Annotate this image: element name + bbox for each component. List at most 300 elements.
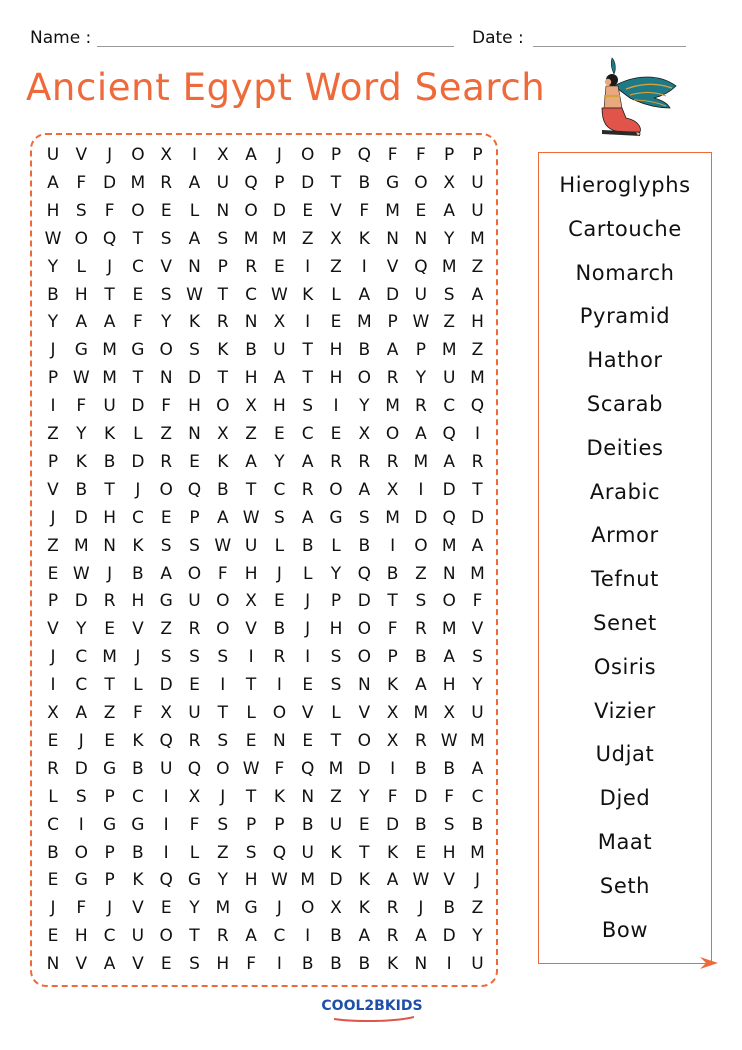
grid-letter[interactable]: Y (472, 675, 483, 696)
grid-letter[interactable]: A (188, 172, 201, 193)
grid-letter[interactable]: R (414, 396, 427, 417)
grid-letter[interactable]: U (301, 842, 314, 863)
grid-letter[interactable]: P (47, 451, 59, 472)
grid-letter[interactable]: U (159, 758, 173, 779)
grid-letter[interactable]: Z (160, 424, 173, 444)
grid-letter[interactable]: M (328, 758, 344, 779)
grid-letter[interactable]: X (443, 703, 456, 723)
grid-letter[interactable]: S (217, 228, 229, 249)
grid-letter[interactable]: T (217, 368, 228, 389)
grid-letter[interactable]: V (75, 145, 88, 165)
grid-letter[interactable]: P (387, 647, 398, 668)
grid-letter[interactable]: O (272, 703, 287, 723)
grid-letter[interactable]: X (188, 786, 201, 807)
grid-letter[interactable]: R (216, 926, 229, 947)
grid-letter[interactable]: H (216, 954, 230, 975)
grid-letter[interactable]: O (159, 926, 173, 947)
grid-letter[interactable]: R (301, 479, 314, 500)
grid-letter[interactable]: I (305, 926, 311, 947)
grid-letter[interactable]: A (75, 703, 88, 723)
grid-letter[interactable]: M (102, 340, 117, 361)
grid-letter[interactable]: Y (443, 228, 455, 249)
grid-letter[interactable]: E (47, 563, 59, 584)
grid-letter[interactable]: S (189, 535, 200, 556)
grid-letter[interactable]: F (76, 172, 87, 193)
grid-letter[interactable]: E (302, 200, 314, 221)
grid-letter[interactable]: I (333, 396, 339, 417)
grid-letter[interactable]: T (189, 926, 200, 947)
grid-letter[interactable]: D (131, 451, 145, 472)
grid-letter[interactable]: B (443, 898, 456, 919)
grid-letter[interactable]: K (387, 842, 399, 863)
grid-letter[interactable]: S (217, 730, 229, 751)
grid-letter[interactable]: Q (442, 424, 456, 444)
grid-letter[interactable]: S (160, 647, 172, 668)
grid-letter[interactable]: R (273, 647, 286, 668)
grid-letter[interactable]: R (188, 730, 201, 751)
grid-letter[interactable]: Q (470, 396, 485, 417)
grid-letter[interactable]: E (245, 730, 257, 751)
grid-letter[interactable]: W (440, 730, 458, 751)
grid-letter[interactable]: J (50, 647, 56, 668)
grid-letter[interactable]: I (163, 814, 169, 835)
grid-letter[interactable]: V (330, 200, 342, 221)
grid-letter[interactable]: Y (47, 256, 59, 277)
grid-letter[interactable]: B (273, 619, 286, 640)
grid-letter[interactable]: D (357, 591, 371, 612)
date-field-line[interactable] (533, 46, 686, 47)
grid-letter[interactable]: B (245, 340, 257, 361)
grid-letter[interactable]: J (474, 870, 480, 891)
grid-letter[interactable]: O (159, 479, 173, 500)
grid-letter[interactable]: Z (330, 786, 342, 807)
grid-letter[interactable]: M (470, 563, 485, 584)
grid-letter[interactable]: G (131, 340, 145, 361)
grid-letter[interactable]: M (470, 228, 485, 249)
grid-letter[interactable]: R (386, 451, 399, 472)
grid-letter[interactable]: B (47, 842, 59, 863)
grid-letter[interactable]: J (78, 730, 84, 751)
grid-letter[interactable]: H (272, 396, 286, 417)
grid-letter[interactable]: M (470, 730, 485, 751)
grid-letter[interactable]: J (305, 591, 311, 612)
grid-letter[interactable]: Z (471, 256, 484, 277)
grid-letter[interactable]: X (160, 145, 173, 165)
grid-letter[interactable]: S (415, 591, 427, 612)
grid-letter[interactable]: M (130, 172, 146, 193)
grid-letter[interactable]: P (104, 786, 115, 807)
grid-letter[interactable]: B (301, 535, 314, 556)
grid-letter[interactable]: C (75, 647, 88, 668)
grid-letter[interactable]: H (188, 396, 201, 417)
grid-letter[interactable]: N (103, 535, 116, 556)
grid-letter[interactable]: G (103, 814, 117, 835)
grid-letter[interactable]: O (74, 228, 88, 249)
grid-letter[interactable]: R (160, 172, 173, 193)
grid-letter[interactable]: X (245, 396, 257, 417)
grid-letter[interactable]: F (217, 563, 228, 584)
grid-letter[interactable]: W (242, 758, 260, 779)
grid-letter[interactable]: L (246, 703, 256, 723)
grid-letter[interactable]: U (216, 172, 230, 193)
grid-letter[interactable]: M (413, 703, 429, 723)
grid-letter[interactable]: O (300, 898, 315, 919)
grid-letter[interactable]: E (47, 870, 59, 891)
grid-letter[interactable]: T (217, 703, 228, 723)
grid-letter[interactable]: I (276, 954, 282, 975)
grid-letter[interactable]: H (244, 870, 258, 891)
grid-letter[interactable]: E (330, 312, 342, 333)
grid-letter[interactable]: A (471, 284, 484, 305)
grid-letter[interactable]: N (414, 228, 428, 249)
grid-letter[interactable]: K (75, 451, 87, 472)
grid-letter[interactable]: P (330, 591, 342, 612)
grid-letter[interactable]: X (273, 312, 286, 333)
grid-letter[interactable]: J (135, 479, 141, 500)
grid-letter[interactable]: I (78, 814, 84, 835)
grid-letter[interactable]: I (474, 424, 480, 444)
grid-letter[interactable]: R (216, 312, 229, 333)
grid-letter[interactable]: U (329, 814, 343, 835)
grid-letter[interactable]: Y (359, 786, 370, 807)
grid-letter[interactable]: C (443, 396, 456, 417)
grid-letter[interactable]: A (443, 451, 455, 472)
grid-letter[interactable]: L (331, 284, 341, 305)
grid-letter[interactable]: P (104, 870, 115, 891)
grid-letter[interactable]: O (329, 479, 343, 500)
grid-letter[interactable]: K (358, 870, 370, 891)
grid-letter[interactable]: A (471, 535, 484, 556)
grid-letter[interactable]: F (133, 312, 143, 333)
grid-letter[interactable]: N (301, 786, 315, 807)
grid-letter[interactable]: Z (216, 842, 229, 863)
grid-letter[interactable]: B (386, 563, 399, 584)
grid-letter[interactable]: Q (159, 730, 173, 751)
grid-letter[interactable]: S (330, 675, 342, 696)
grid-letter[interactable]: O (244, 200, 258, 221)
grid-letter[interactable]: L (133, 675, 143, 696)
grid-letter[interactable]: M (356, 312, 372, 333)
grid-letter[interactable]: O (385, 424, 400, 444)
grid-letter[interactable]: A (415, 926, 427, 947)
grid-letter[interactable]: E (358, 814, 370, 835)
grid-letter[interactable]: F (76, 898, 87, 919)
grid-letter[interactable]: S (160, 535, 172, 556)
grid-letter[interactable]: B (75, 479, 88, 500)
grid-letter[interactable]: U (471, 200, 484, 221)
grid-letter[interactable]: T (104, 284, 115, 305)
grid-letter[interactable]: M (272, 228, 287, 249)
grid-letter[interactable]: I (446, 954, 452, 975)
grid-letter[interactable]: R (103, 591, 116, 612)
grid-letter[interactable]: V (75, 954, 88, 975)
grid-letter[interactable]: E (302, 675, 314, 696)
grid-letter[interactable]: I (361, 256, 367, 277)
grid-letter[interactable]: M (385, 507, 400, 528)
grid-letter[interactable]: X (330, 898, 342, 919)
grid-letter[interactable]: M (385, 396, 400, 417)
grid-letter[interactable]: A (103, 312, 116, 333)
grid-letter[interactable]: M (441, 256, 457, 277)
grid-letter[interactable]: S (273, 507, 285, 528)
grid-letter[interactable]: Z (443, 312, 456, 333)
grid-letter[interactable]: K (188, 312, 201, 333)
grid-letter[interactable]: K (302, 284, 314, 305)
grid-letter[interactable]: G (386, 172, 400, 193)
grid-letter[interactable]: L (189, 200, 200, 221)
grid-letter[interactable]: H (329, 619, 343, 640)
grid-letter[interactable]: T (104, 675, 115, 696)
grid-letter[interactable]: P (387, 312, 398, 333)
grid-letter[interactable]: B (132, 563, 144, 584)
grid-letter[interactable]: P (47, 591, 59, 612)
grid-letter[interactable]: J (276, 898, 282, 919)
grid-letter[interactable]: I (305, 312, 311, 333)
grid-letter[interactable]: H (329, 340, 343, 361)
grid-letter[interactable]: A (245, 451, 257, 472)
grid-letter[interactable]: F (387, 145, 398, 165)
grid-letter[interactable]: V (47, 479, 59, 500)
grid-letter[interactable]: Y (415, 368, 427, 389)
grid-letter[interactable]: H (244, 368, 258, 389)
grid-letter[interactable]: E (160, 200, 172, 221)
grid-letter[interactable]: A (103, 954, 116, 975)
grid-letter[interactable]: S (189, 954, 200, 975)
grid-letter[interactable]: D (159, 675, 173, 696)
grid-letter[interactable]: I (390, 758, 396, 779)
grid-letter[interactable]: L (331, 535, 341, 556)
grid-letter[interactable]: Y (189, 898, 200, 919)
grid-letter[interactable]: J (107, 256, 113, 277)
grid-letter[interactable]: T (245, 786, 257, 807)
grid-letter[interactable]: O (300, 145, 315, 165)
grid-letter[interactable]: C (131, 256, 144, 277)
grid-letter[interactable]: O (414, 172, 428, 193)
grid-letter[interactable]: J (107, 145, 113, 165)
grid-letter[interactable]: T (472, 479, 483, 500)
grid-letter[interactable]: A (47, 172, 59, 193)
grid-letter[interactable]: I (50, 675, 56, 696)
grid-letter[interactable]: E (104, 619, 115, 640)
grid-letter[interactable]: W (44, 228, 62, 249)
grid-letter[interactable]: W (270, 284, 288, 305)
grid-letter[interactable]: A (443, 200, 455, 221)
grid-letter[interactable]: G (187, 870, 202, 891)
grid-letter[interactable]: M (413, 451, 429, 472)
grid-letter[interactable]: B (132, 758, 144, 779)
grid-letter[interactable]: V (301, 703, 314, 723)
grid-letter[interactable]: K (217, 451, 229, 472)
grid-letter[interactable]: C (301, 424, 314, 444)
grid-letter[interactable]: R (188, 619, 201, 640)
grid-letter[interactable]: M (470, 842, 485, 863)
grid-letter[interactable]: J (305, 619, 311, 640)
grid-letter[interactable]: R (386, 898, 399, 919)
grid-letter[interactable]: K (358, 228, 370, 249)
grid-letter[interactable]: O (159, 340, 173, 361)
grid-letter[interactable]: Z (301, 228, 314, 249)
grid-letter[interactable]: X (245, 591, 257, 612)
grid-letter[interactable]: O (187, 563, 202, 584)
grid-letter[interactable]: O (357, 647, 371, 668)
grid-letter[interactable]: O (131, 200, 145, 221)
grid-letter[interactable]: W (186, 284, 203, 305)
grid-letter[interactable]: T (132, 228, 144, 249)
grid-letter[interactable]: Q (300, 758, 315, 779)
grid-letter[interactable]: X (386, 703, 399, 723)
grid-letter[interactable]: N (46, 954, 60, 975)
grid-letter[interactable]: M (385, 200, 400, 221)
grid-letter[interactable]: X (216, 424, 229, 444)
grid-letter[interactable]: K (273, 786, 285, 807)
grid-letter[interactable]: D (187, 368, 202, 389)
grid-letter[interactable]: R (245, 256, 257, 277)
grid-letter[interactable]: V (386, 256, 399, 277)
grid-letter[interactable]: E (274, 591, 285, 612)
grid-letter[interactable]: N (216, 200, 230, 221)
grid-letter[interactable]: Q (187, 479, 202, 500)
grid-letter[interactable]: Y (76, 424, 87, 444)
grid-letter[interactable]: F (416, 145, 426, 165)
grid-letter[interactable]: T (302, 340, 313, 361)
grid-letter[interactable]: R (160, 451, 173, 472)
grid-letter[interactable]: M (73, 535, 89, 556)
grid-letter[interactable]: R (414, 730, 427, 751)
grid-letter[interactable]: H (74, 926, 88, 947)
grid-letter[interactable]: B (330, 926, 342, 947)
grid-letter[interactable]: N (244, 312, 258, 333)
grid-letter[interactable]: C (273, 479, 286, 500)
grid-letter[interactable]: Z (471, 340, 484, 361)
grid-letter[interactable]: Q (272, 842, 287, 863)
grid-letter[interactable]: U (414, 284, 428, 305)
grid-letter[interactable]: U (188, 591, 201, 612)
grid-letter[interactable]: L (302, 563, 313, 584)
grid-letter[interactable]: K (132, 535, 144, 556)
grid-letter[interactable]: B (358, 535, 371, 556)
grid-letter[interactable]: J (50, 898, 56, 919)
grid-letter[interactable]: D (131, 396, 145, 417)
grid-letter[interactable]: O (74, 842, 88, 863)
grid-letter[interactable]: Z (415, 563, 427, 584)
grid-letter[interactable]: X (160, 703, 173, 723)
grid-letter[interactable]: B (103, 451, 116, 472)
grid-letter[interactable]: F (444, 786, 455, 807)
grid-letter[interactable]: V (160, 256, 172, 277)
grid-letter[interactable]: W (214, 535, 232, 556)
grid-letter[interactable]: A (75, 312, 88, 333)
grid-letter[interactable]: K (387, 954, 399, 975)
grid-letter[interactable]: D (103, 172, 117, 193)
grid-letter[interactable]: S (217, 814, 229, 835)
grid-letter[interactable]: R (471, 451, 484, 472)
grid-letter[interactable]: A (245, 145, 257, 165)
grid-letter[interactable]: T (330, 172, 342, 193)
grid-letter[interactable]: H (442, 842, 456, 863)
grid-letter[interactable]: U (442, 368, 456, 389)
grid-letter[interactable]: H (74, 284, 88, 305)
grid-letter[interactable]: W (72, 563, 90, 584)
grid-letter[interactable]: I (418, 479, 424, 500)
grid-letter[interactable]: G (244, 898, 258, 919)
grid-letter[interactable]: E (132, 284, 144, 305)
grid-letter[interactable]: W (412, 870, 430, 891)
grid-letter[interactable]: T (217, 284, 228, 305)
grid-letter[interactable]: C (75, 675, 88, 696)
grid-letter[interactable]: I (305, 256, 311, 277)
grid-letter[interactable]: H (329, 368, 343, 389)
grid-letter[interactable]: H (131, 591, 145, 612)
grid-letter[interactable]: A (386, 340, 399, 361)
grid-letter[interactable]: I (163, 842, 169, 863)
grid-letter[interactable]: S (75, 200, 87, 221)
grid-letter[interactable]: Q (414, 256, 428, 277)
grid-letter[interactable]: M (470, 368, 485, 389)
grid-letter[interactable]: W (412, 312, 430, 333)
grid-letter[interactable]: H (442, 675, 456, 696)
grid-letter[interactable]: P (104, 842, 115, 863)
grid-letter[interactable]: W (242, 507, 260, 528)
grid-letter[interactable]: T (132, 368, 144, 389)
grid-letter[interactable]: J (135, 647, 141, 668)
grid-letter[interactable]: A (245, 926, 257, 947)
grid-letter[interactable]: J (276, 563, 282, 584)
grid-letter[interactable]: Y (217, 870, 228, 891)
grid-letter[interactable]: H (471, 312, 484, 333)
grid-letter[interactable]: B (301, 814, 314, 835)
grid-letter[interactable]: N (414, 954, 428, 975)
grid-letter[interactable]: Q (159, 870, 173, 891)
grid-letter[interactable]: T (359, 842, 370, 863)
grid-letter[interactable]: D (74, 591, 88, 612)
grid-letter[interactable]: B (358, 954, 371, 975)
grid-letter[interactable]: S (217, 647, 229, 668)
grid-letter[interactable]: N (442, 563, 456, 584)
grid-letter[interactable]: X (358, 424, 371, 444)
grid-letter[interactable]: G (159, 591, 173, 612)
grid-letter[interactable]: E (415, 842, 427, 863)
grid-letter[interactable]: S (189, 340, 200, 361)
grid-letter[interactable]: Q (442, 507, 456, 528)
grid-letter[interactable]: I (276, 675, 282, 696)
grid-letter[interactable]: A (415, 675, 427, 696)
grid-letter[interactable]: D (329, 870, 343, 891)
grid-letter[interactable]: A (471, 758, 484, 779)
grid-letter[interactable]: L (76, 256, 87, 277)
grid-letter[interactable]: E (160, 954, 172, 975)
grid-letter[interactable]: Z (471, 898, 484, 919)
grid-letter[interactable]: V (471, 619, 484, 640)
grid-letter[interactable]: K (104, 424, 116, 444)
name-field-line[interactable] (97, 46, 454, 47)
grid-letter[interactable]: E (160, 507, 172, 528)
grid-letter[interactable]: P (189, 507, 200, 528)
grid-letter[interactable]: Q (102, 228, 117, 249)
grid-letter[interactable]: O (131, 145, 145, 165)
grid-letter[interactable]: B (471, 814, 484, 835)
grid-letter[interactable]: A (386, 870, 399, 891)
grid-letter[interactable]: C (245, 284, 258, 305)
grid-letter[interactable]: W (270, 870, 288, 891)
grid-letter[interactable]: U (471, 703, 484, 723)
grid-letter[interactable]: L (133, 424, 143, 444)
grid-letter[interactable]: P (245, 814, 257, 835)
grid-letter[interactable]: S (160, 284, 172, 305)
grid-letter[interactable]: A (415, 424, 427, 444)
grid-letter[interactable]: I (390, 535, 396, 556)
grid-letter[interactable]: Y (472, 926, 483, 947)
grid-letter[interactable]: F (274, 758, 285, 779)
